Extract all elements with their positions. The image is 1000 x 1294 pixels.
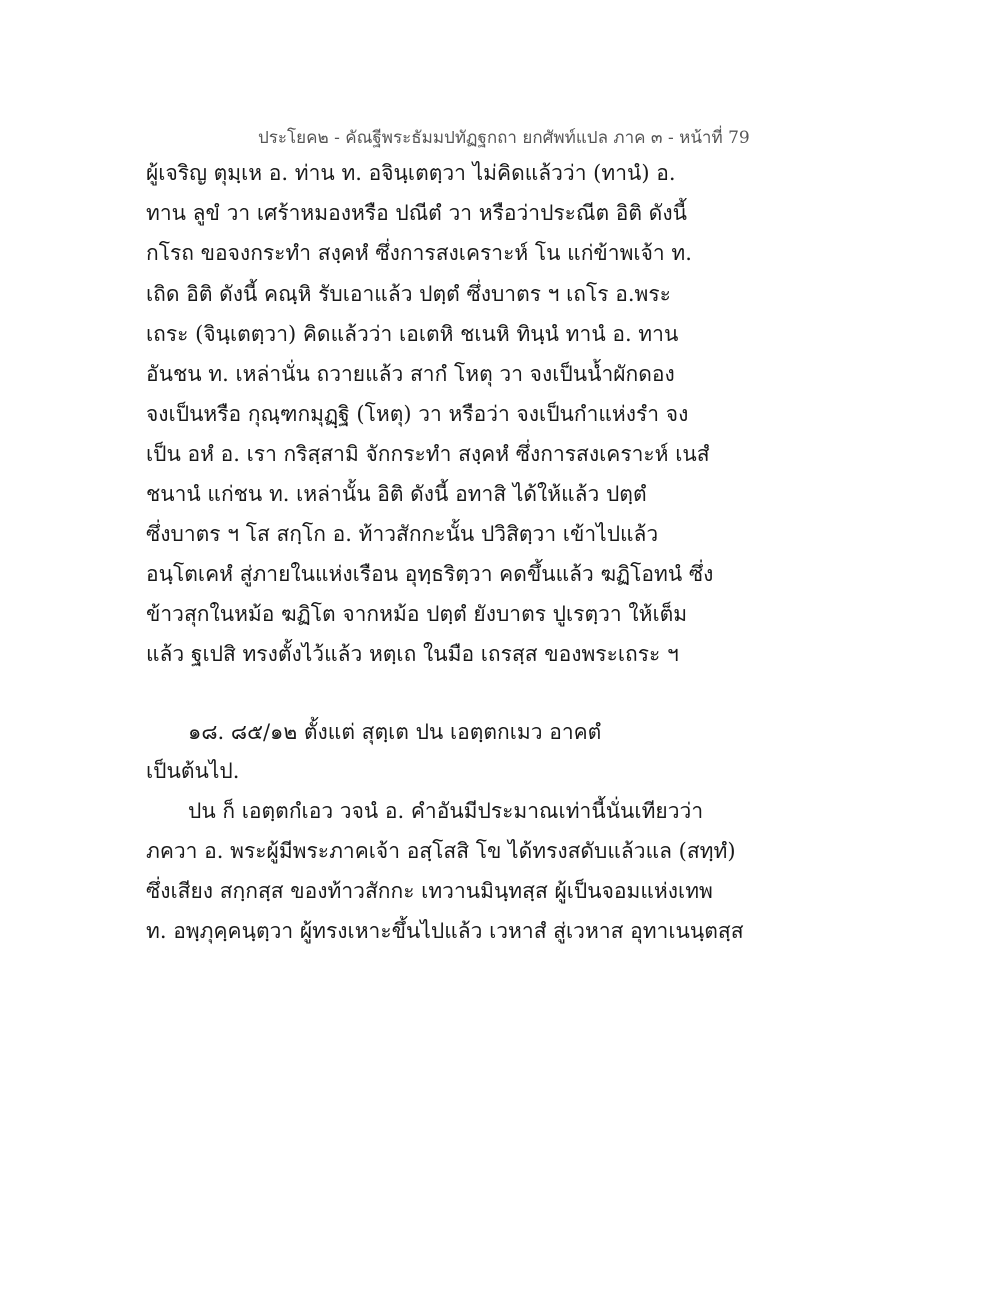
text-line: แล้ว ฐเปสิ ทรงตั้งไว้แล้ว หตฺเถ ในมือ เถรสฺส ของพระเถระ ฯ [146, 642, 679, 666]
text-line: ภควา อ. พระผู้มีพระภาคเจ้า อสฺโสสิ โข ได้ทรงสดับแล้วแล (สทฺทํ) [146, 839, 736, 863]
text-line: ซึ่งบาตร ฯ โส สกฺโก อ. ท้าวสักกะนั้น ปวิสิตฺวา เข้าไปแล้ว [146, 522, 659, 546]
text-line: ชนานํ แก่ชน ท. เหล่านั้น อิติ ดังนี้ อทาสิ ได้ให้แล้ว ปตฺตํ [146, 482, 647, 506]
text-line: กโรถ ขอจงกระทำ สงฺคหํ ซึ่งการสงเคราะห์ โน แก่ข้าพเจ้า ท. [146, 241, 692, 265]
text-line: ทาน ลูขํ วา เศร้าหมองหรือ ปณีตํ วา หรือว่าประณีต อิติ ดังนี้ [146, 201, 687, 225]
page-header: ประโยค๒ - คัณฐีพระธัมมปทัฏฐกถา ยกศัพท์แปล ภาค ๓ - หน้าที่ 79 [258, 128, 750, 148]
text-line: ท. อพฺภุคฺคนฺตฺวา ผู้ทรงเหาะขึ้นไปแล้ว เวหาสํ สู่เวหาส อุทาเนนฺตสฺส [146, 919, 744, 943]
text-line: อนฺโตเคหํ สู่ภายในแห่งเรือน อุทฺธริตฺวา คดขึ้นแล้ว ฆฏิโอทนํ ซึ่ง [146, 562, 714, 586]
text-line: ผู้เจริญ ตุมฺเห อ. ท่าน ท. อจินฺเตตฺวา ไม่คิดแล้วว่า (ทานํ) อ. [146, 161, 676, 185]
text-line: เถระ (จินฺเตตฺวา) คิดแล้วว่า เอเตหิ ชเนหิ ทินฺนํ ทานํ อ. ทาน [146, 322, 679, 346]
text-line: ซึ่งเสียง สกฺกสฺส ของท้าวสักกะ เทวานมินฺทสฺส ผู้เป็นจอมแห่งเทพ [146, 879, 713, 903]
section-heading-line: ๑๘. ๘๕/๑๒ ตั้งแต่ สุตฺเต ปน เอตฺตกเมว อาคตํ [188, 720, 602, 744]
text-line: อันชน ท. เหล่านั่น ถวายแล้ว สากํ โหตุ วา จงเป็นน้ำผักดอง [146, 362, 675, 386]
text-line: ปน ก็ เอตฺตกํเอว วจนํ อ. คำอันมีประมาณเท่านี้นั่นเทียวว่า [188, 799, 704, 823]
text-line: จงเป็นหรือ กุณฺฑกมุฏฺฐิ (โหตุ) วา หรือว่า จงเป็นกำแห่งรำ จง [146, 402, 689, 426]
text-line: ข้าวสุกในหม้อ ฆฏิโต จากหม้อ ปตฺตํ ยังบาตร ปูเรตฺวา ให้เต็ม [146, 602, 688, 626]
text-line: เถิด อิติ ดังนี้ คณฺหิ รับเอาแล้ว ปตฺตํ ซึ่งบาตร ฯ เถโร อ.พระ [146, 282, 671, 306]
text-line: เป็น อหํ อ. เรา กริสฺสามิ จักกระทำ สงฺคหํ ซึ่งการสงเคราะห์ เนสํ [146, 442, 710, 466]
section-heading-line: เป็นต้นไป. [146, 759, 240, 783]
